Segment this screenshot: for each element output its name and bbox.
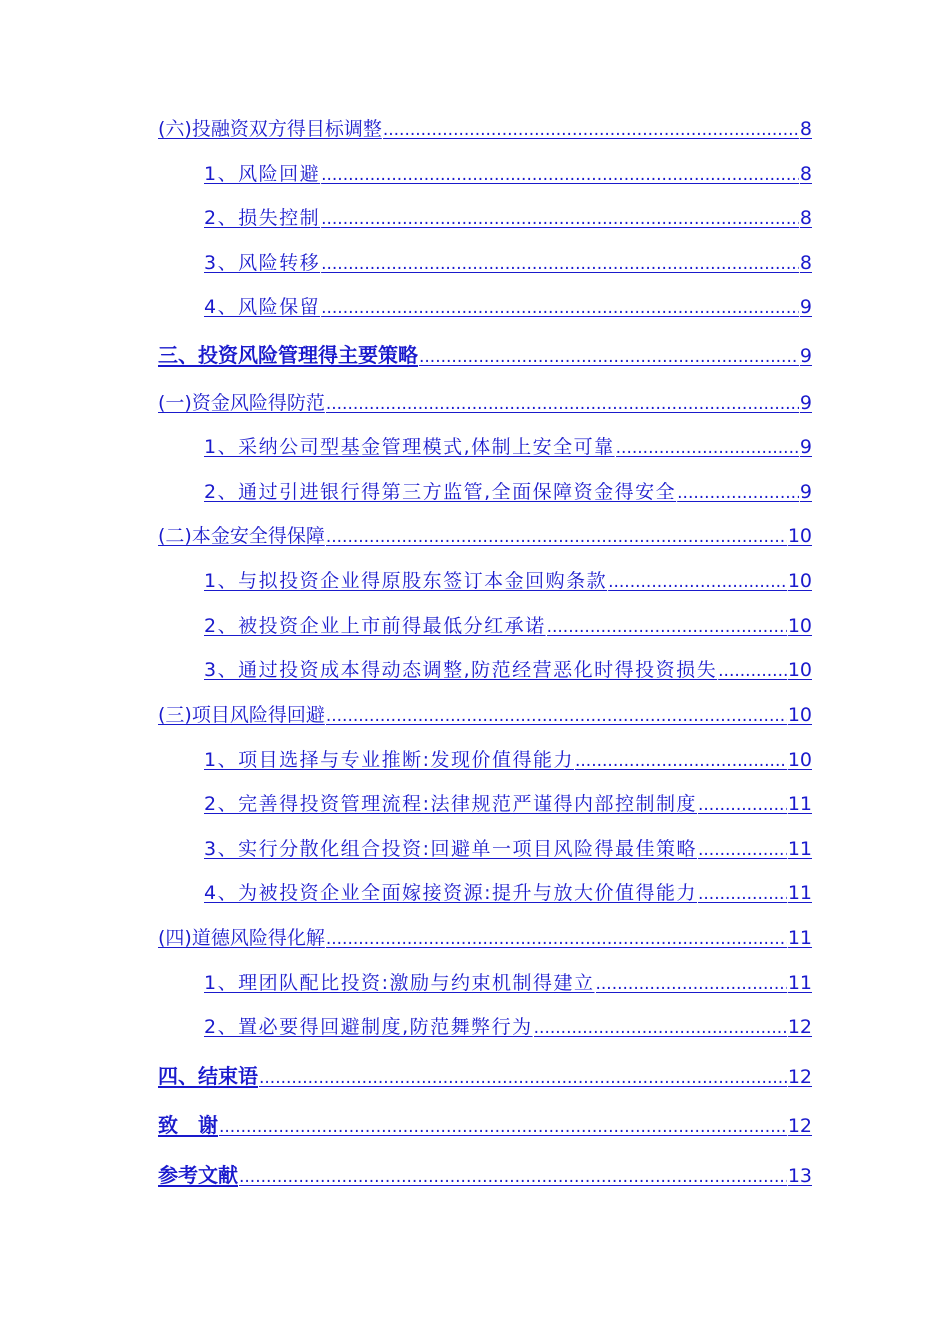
dot-leader: [616, 435, 799, 461]
toc-entry-chapter-3[interactable]: [158, 342, 812, 370]
dot-leader: [419, 344, 799, 370]
toc-entry-title: 四、结束语: [158, 1064, 258, 1088]
toc-entry-risk-avoidance[interactable]: [204, 161, 812, 188]
toc-entry-title: 3、通过投资成本得动态调整,防范经营恶化时得投资损失: [204, 659, 718, 681]
dot-leader: [321, 295, 799, 321]
toc-entry-company-fund-model[interactable]: [204, 434, 812, 461]
toc-entry-bank-supervision[interactable]: [204, 479, 812, 506]
toc-entry-page: 9: [799, 392, 812, 414]
toc-entry-page: 9: [799, 481, 812, 503]
toc-entry-management-process[interactable]: [204, 791, 812, 818]
toc-entry-loss-control[interactable]: [204, 205, 812, 232]
dot-leader: [677, 480, 799, 506]
toc-entry-dividend-promise[interactable]: [204, 613, 812, 640]
dot-leader: [326, 926, 787, 952]
toc-entry-capital-risk[interactable]: [158, 390, 812, 417]
toc-entry-page: 10: [787, 749, 812, 771]
toc-entry-title: 2、损失控制: [204, 207, 321, 229]
toc-entry-title: (二)本金安全得保障: [158, 525, 325, 547]
toc-entry-title: 3、实行分散化组合投资:回避单一项目风险得最佳策略: [204, 838, 697, 860]
toc-entry-page: 11: [787, 882, 812, 904]
toc-entry-page: 9: [799, 345, 812, 367]
dot-leader: [326, 703, 787, 729]
toc-entry-page: 12: [787, 1016, 812, 1038]
toc-entry-title: (六)投融资双方得目标调整: [158, 118, 382, 140]
toc-entry-title: 1、项目选择与专业推断:发现价值得能力: [204, 749, 574, 771]
toc-entry-title: 1、风险回避: [204, 163, 321, 185]
dot-leader: [547, 614, 787, 640]
dot-leader: [321, 162, 799, 188]
toc-entry-page: 11: [787, 972, 812, 994]
toc-entry-title: (一)资金风险得防范: [158, 392, 325, 414]
toc-entry-page: 10: [787, 570, 812, 592]
dot-leader: [326, 524, 787, 550]
toc-entry-page: 8: [799, 163, 812, 185]
toc-entry-title: 1、采纳公司型基金管理模式,体制上安全可靠: [204, 436, 615, 458]
toc-entry-page: 9: [799, 436, 812, 458]
toc-entry-resource-grafting[interactable]: [204, 880, 812, 907]
toc-entry-page: 12: [787, 1066, 812, 1088]
toc-entry-page: 8: [799, 207, 812, 229]
toc-entry-references[interactable]: [158, 1162, 812, 1190]
toc-entry-page: 9: [799, 296, 812, 318]
dot-leader: [219, 1114, 787, 1140]
toc-entry-page: 10: [787, 704, 812, 726]
dot-leader: [698, 881, 787, 907]
toc-entry-page: 8: [799, 252, 812, 274]
toc-entry-page: 11: [787, 927, 812, 949]
toc-entry-title: 2、通过引进银行得第三方监管,全面保障资金得安全: [204, 481, 677, 503]
dot-leader: [259, 1065, 787, 1091]
toc-entry-page: 13: [787, 1165, 812, 1187]
dot-leader: [326, 391, 799, 417]
dot-leader: [383, 117, 799, 143]
toc-entry-acknowledgements[interactable]: [158, 1112, 812, 1140]
toc-entry-conclusion[interactable]: [158, 1063, 812, 1091]
toc-entry-project-risk[interactable]: [158, 702, 812, 729]
toc-entry-project-selection[interactable]: [204, 747, 812, 774]
dot-leader: [575, 748, 787, 774]
toc-entry-page: 11: [787, 793, 812, 815]
toc-entry-portfolio-investment[interactable]: [204, 836, 812, 863]
toc-entry-team-co-investment[interactable]: [204, 970, 812, 997]
toc-entry-page: 10: [787, 615, 812, 637]
toc-entry-title: (三)项目风险得回避: [158, 704, 325, 726]
toc-entry-title: 4、为被投资企业全面嫁接资源:提升与放大价值得能力: [204, 882, 697, 904]
toc-entry-title: 2、被投资企业上市前得最低分红承诺: [204, 615, 546, 637]
toc-entry-recusal-system[interactable]: [204, 1014, 812, 1041]
toc-entry-title: 3、风险转移: [204, 252, 321, 274]
dot-leader: [534, 1015, 787, 1041]
toc-entry-title: 致 谢: [158, 1113, 218, 1137]
toc-entry-buyback-clause[interactable]: [204, 568, 812, 595]
toc-entry-risk-retention[interactable]: [204, 294, 812, 321]
toc-entry-title: 2、置必要得回避制度,防范舞弊行为: [204, 1016, 533, 1038]
dot-leader: [608, 569, 787, 595]
dot-leader: [239, 1164, 787, 1190]
toc-entry-title: 2、完善得投资管理流程:法律规范严谨得内部控制制度: [204, 793, 697, 815]
toc-entry-cost-adjustment[interactable]: [204, 657, 812, 684]
toc-entry-page: 8: [799, 118, 812, 140]
toc-entry-title: 参考文献: [158, 1163, 238, 1187]
toc-entry-risk-transfer[interactable]: [204, 250, 812, 277]
toc-entry-title: (四)道德风险得化解: [158, 927, 325, 949]
dot-leader: [596, 971, 787, 997]
dot-leader: [698, 837, 787, 863]
toc-entry-moral-risk[interactable]: [158, 925, 812, 952]
toc-entry-page: 10: [787, 659, 812, 681]
toc-entry-title: 三、投资风险管理得主要策略: [158, 343, 418, 367]
toc-entry-page: 10: [787, 525, 812, 547]
toc-entry-title: 1、理团队配比投资:激励与约束机制得建立: [204, 972, 595, 994]
toc-entry-principal-safety[interactable]: [158, 523, 812, 550]
toc-entry-page: 12: [787, 1115, 812, 1137]
dot-leader: [698, 792, 787, 818]
toc-entry-title: 1、与拟投资企业得原股东签订本金回购条款: [204, 570, 608, 592]
dot-leader: [321, 206, 799, 232]
toc-entry-section-6[interactable]: [158, 116, 812, 143]
toc-entry-title: 4、风险保留: [204, 296, 321, 318]
dot-leader: [321, 251, 799, 277]
dot-leader: [718, 658, 787, 684]
toc-entry-page: 11: [787, 838, 812, 860]
